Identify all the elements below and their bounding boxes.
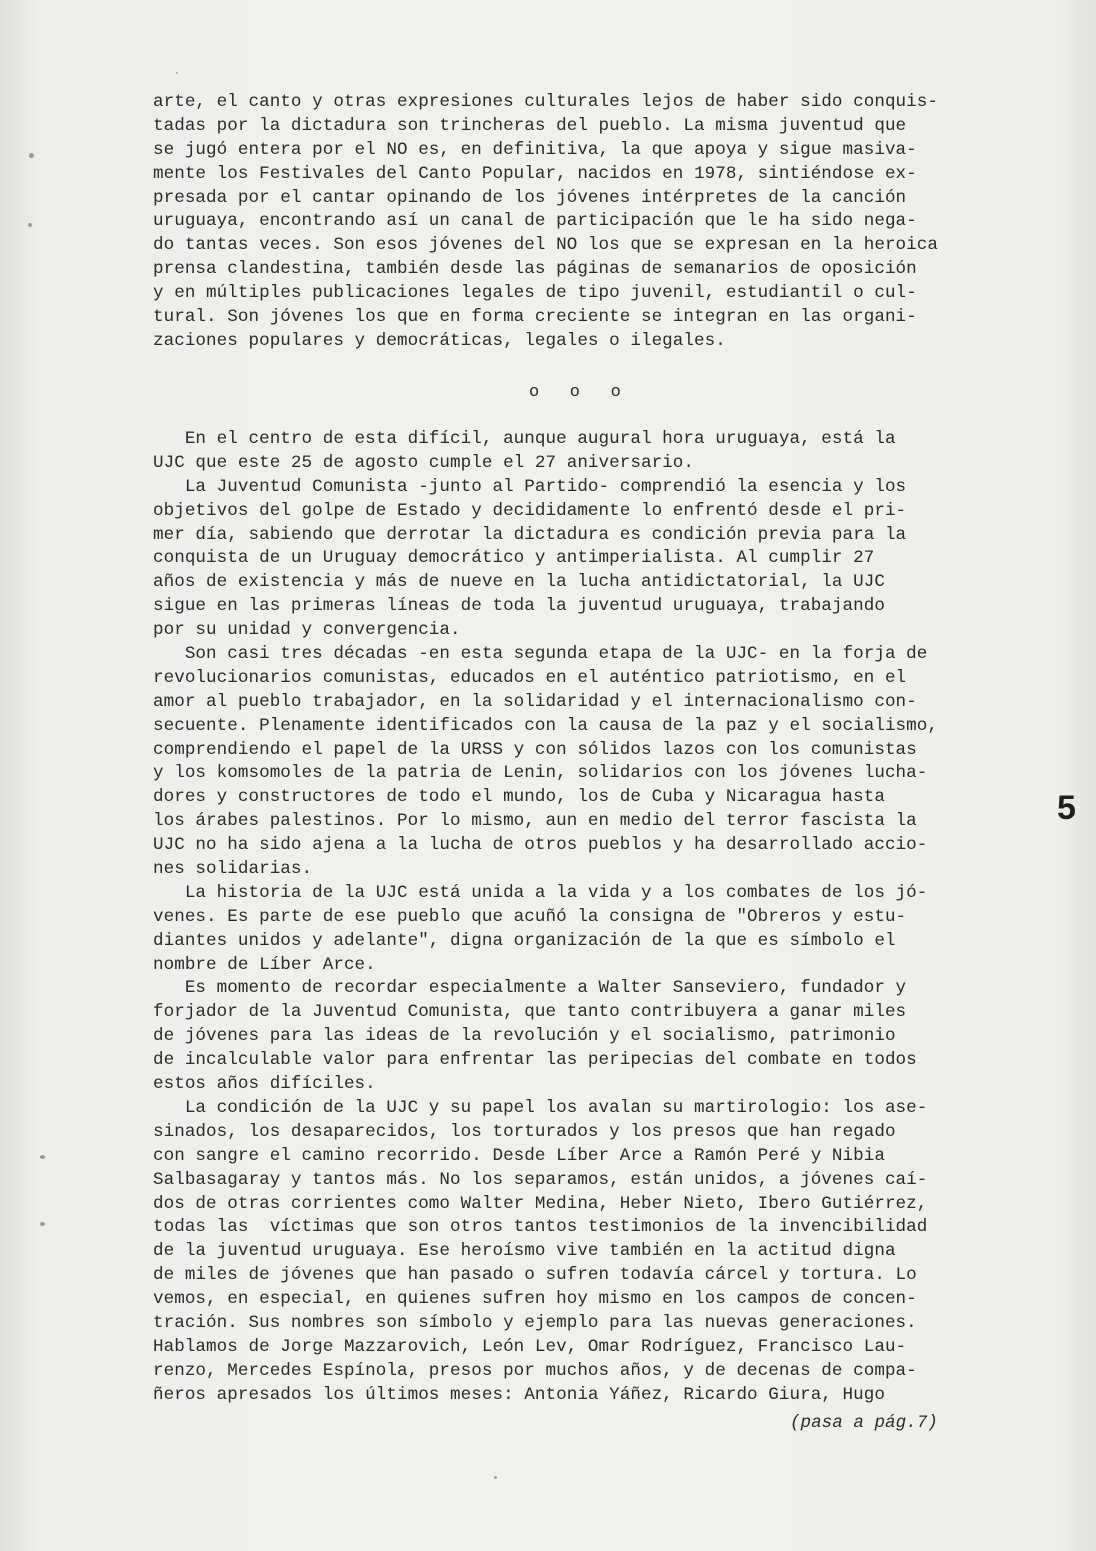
text-line: ñeros apresados los últimos meses: Antonia Yáñez, Ricardo Giura, Hugo (153, 1384, 885, 1405)
text-line: sinados, los desaparecidos, los torturados y los presos que han regado (153, 1121, 896, 1142)
text-line: La historia de la UJC está unida a la vida y a los combates de los jó- (153, 882, 928, 903)
text-line: nes solidarias. (153, 859, 313, 880)
text-line: objetivos del golpe de Estado y decididamente lo enfrentó desde el pri- (153, 500, 907, 521)
text-line: secuente. Plenamente identificados con la causa de la paz y el socialismo, (153, 715, 938, 736)
text-line: de jóvenes para las ideas de la revolución y el socialismo, patrimonio (153, 1026, 896, 1047)
text-line: forjador de la Juventud Comunista, que tanto contribuyera a ganar miles (153, 1002, 907, 1023)
text-line: nombre de Líber Arce. (153, 954, 376, 975)
text-line: todas las víctimas que son otros tantos testimonios de la invencibilidad (153, 1217, 928, 1238)
text-line: La Juventud Comunista -junto al Partido- comprendió la esencia y los (153, 476, 907, 497)
text-line: tadas por la dictadura son trincheras del pueblo. La misma juventud que (153, 115, 907, 136)
text-line: tración. Sus nombres son símbolo y ejemplo para las nuevas generaciones. (153, 1312, 917, 1333)
text-line: diantes unidos y adelante", digna organización de la que es símbolo el (153, 930, 896, 951)
text-line: vemos, en especial, en quienes sufren hoy mismo en los campos de concen- (153, 1289, 917, 1310)
text-line: UJC no ha sido ajena a la lucha de otros pueblos y ha desarrollado accio- (153, 835, 928, 856)
text-line: mente los Festivales del Canto Popular, nacidos en 1978, sintiéndose ex- (153, 163, 917, 184)
scan-speck (28, 223, 32, 227)
text-line: En el centro de esta difícil, aunque augural hora uruguaya, está la (153, 429, 896, 449)
text-line: venes. Es parte de ese pueblo que acuñó la consigna de "Obreros y estu- (153, 906, 907, 927)
text-line: y en múltiples publicaciones legales de tipo juvenil, estudiantil o cul- (153, 283, 917, 304)
text-line: de incalculable valor para enfrentar las peripecias del combate en todos (153, 1050, 917, 1071)
scan-speck (176, 72, 178, 74)
text-line: años de existencia y más de nueve en la lucha antidictatorial, la UJC (153, 572, 885, 593)
paragraph-block-main (153, 428, 1033, 1408)
text-line: UJC que este 25 de agosto cumple el 27 aniversario. (153, 452, 695, 473)
text-line: revolucionarios comunistas, educados en el auténtico patriotismo, en el (153, 667, 907, 688)
scan-speck (29, 153, 34, 158)
text-line: Son casi tres décadas -en esta segunda etapa de la UJC- en la forja de (153, 644, 928, 665)
scan-speck (40, 1222, 45, 1226)
text-line: mer día, sabiendo que derrotar la dictadura es condición previa para la (153, 524, 907, 545)
text-line: comprendiendo el papel de la URSS y con sólidos lazos con los comunistas (153, 739, 917, 760)
text-line: estos años difíciles. (153, 1074, 376, 1095)
text-line: arte, el canto y otras expresiones culturales lejos de haber sido conquis- (153, 92, 938, 112)
scan-speck (494, 1476, 497, 1479)
text-line: los árabes palestinos. Por lo mismo, aun en medio del terror fascista la (153, 811, 917, 832)
scan-speck (40, 1155, 45, 1159)
text-line: zaciones populares y democráticas, legales o ilegales. (153, 330, 726, 351)
text-line: prensa clandestina, también desde las páginas de semanarios de oposición (153, 259, 917, 280)
text-line: se jugó entera por el NO es, en definitiva, la que apoya y sigue masiva- (153, 139, 917, 160)
text-line: amor al pueblo trabajador, en la solidaridad y el internacionalismo con- (153, 691, 917, 712)
text-line: Hablamos de Jorge Mazzarovich, León Lev, Omar Rodríguez, Francisco Lau- (153, 1336, 907, 1357)
text-line: con sangre el camino recorrido. Desde Líber Arce a Ramón Peré y Nibia (153, 1145, 885, 1166)
text-line: dos de otras corrientes como Walter Medina, Heber Nieto, Ibero Gutiérrez, (153, 1193, 928, 1214)
page-number: 5 (1057, 789, 1076, 827)
text-line: conquista de un Uruguay democrático y antimperialista. Al cumplir 27 (153, 548, 875, 569)
text-line: sigue en las primeras líneas de toda la juventud uruguaya, trabajando (153, 596, 885, 617)
text-line: de miles de jóvenes que han pasado o sufren todavía cárcel y tortura. Lo (153, 1265, 917, 1286)
text-line: uruguaya, encontrando así un canal de participación que le ha sido nega- (153, 211, 917, 232)
continued-note: (pasa a pág.7) (790, 1413, 938, 1433)
text-line: y los komsomoles de la patria de Lenin, solidarios con los jóvenes lucha- (153, 763, 928, 784)
text-line: La condición de la UJC y su papel los avalan su martirologio: los ase- (153, 1097, 928, 1118)
text-line: renzo, Mercedes Espínola, presos por muchos años, y de decenas de compa- (153, 1360, 917, 1381)
text-line: Salbasagaray y tantos más. No los separamos, están unidos, a jóvenes caí- (153, 1169, 928, 1190)
text-line: por su unidad y convergencia. (153, 620, 461, 641)
text-line: dores y constructores de todo el mundo, los de Cuba y Nicaragua hasta (153, 787, 885, 808)
text-line: de la juventud uruguaya. Ese heroísmo vive también en la actitud digna (153, 1241, 896, 1262)
section-separator: o o o (529, 383, 621, 402)
paragraph-block-top (153, 91, 1033, 354)
text-line: Es momento de recordar especialmente a Walter Sanseviero, fundador y (153, 978, 907, 999)
text-line: presada por el cantar opinando de los jóvenes intérpretes de la canción (153, 187, 907, 208)
text-line: do tantas veces. Son esos jóvenes del NO los que se expresan en la heroica (153, 235, 938, 256)
text-line: tural. Son jóvenes los que en forma creciente se integran en las organi- (153, 307, 917, 328)
